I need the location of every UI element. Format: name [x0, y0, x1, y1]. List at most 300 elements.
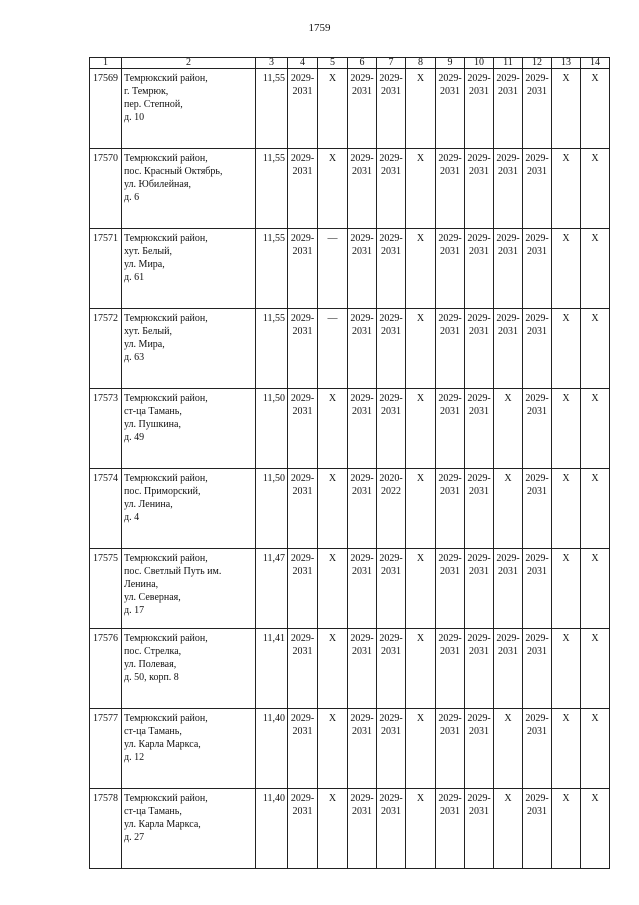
period-cell [494, 709, 523, 789]
period-cell [288, 309, 318, 389]
cell-text: 2031 [498, 86, 518, 97]
cell-text: 2029- [290, 153, 315, 164]
cell-text: 2031 [381, 806, 401, 817]
period-cell [523, 309, 552, 389]
cell-text: 2029- [290, 793, 315, 804]
column-header: 9 [436, 58, 465, 69]
cell-text: X [591, 553, 599, 564]
value-cell: 11,40 [256, 709, 288, 789]
cell-text: 2031 [381, 726, 401, 737]
value-cell: 11,50 [256, 469, 288, 549]
cell-text: 2031 [440, 326, 460, 337]
period-cell [465, 469, 494, 549]
cell-text: X [416, 393, 425, 404]
header-row [90, 58, 610, 69]
value-cell: 11,55 [256, 149, 288, 229]
cell-text: 2029- [350, 233, 374, 244]
column-header: 6 [348, 58, 377, 69]
cell-text: 2029- [379, 393, 403, 404]
period-cell [523, 389, 552, 469]
cell-text: 2031 [381, 166, 401, 177]
cell-text: 2029- [438, 553, 462, 564]
period-cell [377, 789, 406, 869]
cell-text: X [504, 473, 512, 484]
period-cell [494, 389, 523, 469]
table-row [90, 629, 610, 709]
address-line: ст-ца Тамань, [124, 806, 182, 817]
period-cell [377, 149, 406, 229]
cell-text: 2029- [467, 793, 491, 804]
cell-text: X [562, 793, 570, 804]
value-cell: 11,55 [256, 309, 288, 389]
period-cell [436, 389, 465, 469]
period-cell [318, 549, 348, 629]
period-cell [581, 229, 610, 309]
address-line: ул. Карла Маркса, [124, 819, 201, 830]
record-number: 17570 [90, 149, 122, 229]
cell-text: X [416, 633, 425, 644]
table-row [90, 709, 610, 789]
address-line: д. 6 [124, 192, 140, 203]
period-cell [406, 629, 436, 709]
period-cell [465, 629, 494, 709]
address-line: ул. Пушкина, [124, 419, 181, 430]
cell-text: 2031 [469, 246, 489, 257]
address-line: ул. Юбилейная, [124, 179, 191, 190]
period-cell [552, 549, 581, 629]
address-line: Темрюкский район, [124, 633, 208, 644]
period-cell [436, 309, 465, 389]
cell-text: 2031 [292, 246, 313, 257]
cell-text: 2031 [527, 406, 547, 417]
period-cell [494, 549, 523, 629]
period-cell [494, 149, 523, 229]
address-cell [122, 69, 256, 149]
period-cell [465, 549, 494, 629]
period-cell [581, 69, 610, 149]
cell-text: X [328, 713, 337, 724]
cell-text: 2031 [292, 806, 313, 817]
cell-text: 2031 [352, 406, 372, 417]
cell-text: 2031 [292, 86, 313, 97]
column-header: 8 [406, 58, 436, 69]
cell-text: 2031 [469, 166, 489, 177]
cell-text: X [562, 73, 570, 84]
address-line: ул. Мира, [124, 339, 165, 350]
cell-text: 2031 [498, 166, 518, 177]
period-cell [494, 469, 523, 549]
period-cell [465, 149, 494, 229]
address-line: Темрюкский район, [124, 393, 208, 404]
cell-text: 2029- [438, 393, 462, 404]
column-header: 11 [494, 58, 523, 69]
address-line: ул. Карла Маркса, [124, 739, 201, 750]
cell-text: 2031 [352, 726, 372, 737]
cell-text: 2029- [525, 793, 549, 804]
cell-text: 2031 [352, 86, 372, 97]
cell-text: 2029- [496, 633, 520, 644]
cell-text: X [416, 313, 425, 324]
cell-text: X [591, 713, 599, 724]
period-cell [406, 149, 436, 229]
value-cell: 11,50 [256, 389, 288, 469]
cell-text: 2029- [350, 553, 374, 564]
cell-text: X [591, 313, 599, 324]
cell-text: X [328, 73, 337, 84]
period-cell [465, 69, 494, 149]
cell-text: 2031 [352, 246, 372, 257]
cell-text: 2031 [498, 326, 518, 337]
address-line: Темрюкский район, [124, 313, 208, 324]
cell-text: 2031 [352, 486, 372, 497]
cell-text: 2031 [440, 726, 460, 737]
cell-text: 2029- [290, 233, 315, 244]
cell-text: X [416, 713, 425, 724]
cell-text: 2031 [440, 486, 460, 497]
cell-text: 2029- [525, 73, 549, 84]
value-cell: 11,55 [256, 229, 288, 309]
cell-text: X [416, 793, 425, 804]
cell-text: 2029- [290, 73, 315, 84]
period-cell [348, 629, 377, 709]
cell-text: X [416, 153, 425, 164]
cell-text: 2031 [381, 646, 401, 657]
period-cell [318, 229, 348, 309]
cell-text: 2022 [381, 486, 401, 497]
period-cell [523, 229, 552, 309]
cell-text: 2031 [381, 406, 401, 417]
cell-text: 2029- [438, 713, 462, 724]
column-header: 3 [256, 58, 288, 69]
address-line: хут. Белый, [124, 326, 172, 337]
cell-text: X [591, 393, 599, 404]
period-cell [406, 469, 436, 549]
cell-text: 2029- [438, 233, 462, 244]
cell-text: 2029- [525, 713, 549, 724]
column-header: 12 [523, 58, 552, 69]
value-cell: 11,41 [256, 629, 288, 709]
address-line: д. 49 [124, 432, 145, 443]
period-cell [318, 469, 348, 549]
period-cell [581, 469, 610, 549]
cell-text: 2029- [290, 713, 315, 724]
address-cell [122, 709, 256, 789]
cell-text: 2029- [350, 473, 374, 484]
cell-text: 2031 [527, 566, 547, 577]
cell-text: X [504, 793, 512, 804]
period-cell [581, 709, 610, 789]
period-cell [348, 709, 377, 789]
period-cell [288, 549, 318, 629]
period-cell [523, 629, 552, 709]
cell-text: 2029- [379, 793, 403, 804]
column-header: 2 [122, 58, 256, 69]
address-line: д. 27 [124, 832, 145, 843]
address-line: Темрюкский район, [124, 153, 208, 164]
cell-text: 2031 [292, 326, 313, 337]
period-cell [288, 389, 318, 469]
table-row [90, 309, 610, 389]
period-cell [494, 229, 523, 309]
period-cell [581, 389, 610, 469]
period-cell [523, 789, 552, 869]
cell-text: X [416, 73, 425, 84]
period-cell [523, 469, 552, 549]
cell-text: 2029- [496, 313, 520, 324]
cell-text: X [328, 153, 337, 164]
value-cell: 11,40 [256, 789, 288, 869]
address-line: пос. Приморский, [124, 486, 201, 497]
cell-text: 2029- [350, 793, 374, 804]
period-cell [436, 469, 465, 549]
period-cell [436, 709, 465, 789]
period-cell [552, 229, 581, 309]
period-cell [318, 629, 348, 709]
cell-text: X [591, 633, 599, 644]
cell-text: 2029- [290, 393, 315, 404]
cell-text: 2031 [352, 566, 372, 577]
cell-text: X [562, 153, 570, 164]
cell-text: 2020- [379, 473, 403, 484]
cell-text: 2031 [469, 486, 489, 497]
cell-text: 2031 [440, 406, 460, 417]
period-cell [465, 229, 494, 309]
cell-text: 2029- [467, 153, 491, 164]
record-number: 17573 [90, 389, 122, 469]
cell-text: 2031 [469, 646, 489, 657]
address-line: пос. Стрелка, [124, 646, 182, 657]
period-cell [377, 389, 406, 469]
period-cell [348, 549, 377, 629]
cell-text: 2031 [469, 406, 489, 417]
period-cell [406, 709, 436, 789]
cell-text: 2029- [525, 153, 549, 164]
cell-text: 2029- [525, 553, 549, 564]
period-cell [348, 309, 377, 389]
address-cell [122, 549, 256, 629]
address-cell [122, 309, 256, 389]
cell-text: 2029- [290, 633, 315, 644]
cell-text: 2029- [438, 793, 462, 804]
cell-text: X [416, 233, 425, 244]
record-number: 17569 [90, 69, 122, 149]
cell-text: 2029- [438, 633, 462, 644]
cell-text: X [562, 713, 570, 724]
cell-text: 2031 [469, 86, 489, 97]
period-cell [406, 789, 436, 869]
cell-text: X [416, 473, 425, 484]
cell-text: 2029- [290, 313, 315, 324]
period-cell [436, 69, 465, 149]
cell-text: 2031 [381, 246, 401, 257]
period-cell [436, 549, 465, 629]
cell-text: 2031 [527, 486, 547, 497]
period-cell [406, 69, 436, 149]
column-header: 1 [90, 58, 122, 69]
cell-text: 2031 [527, 726, 547, 737]
cell-text: 2029- [350, 633, 374, 644]
address-line: Темрюкский район, [124, 793, 208, 804]
cell-text: 2031 [292, 406, 313, 417]
period-cell [494, 629, 523, 709]
address-line: пер. Степной, [124, 99, 183, 110]
address-line: д. 17 [124, 605, 145, 616]
address-line: ул. Ленина, [124, 499, 173, 510]
record-number: 17576 [90, 629, 122, 709]
period-cell [318, 389, 348, 469]
address-cell [122, 229, 256, 309]
address-cell [122, 469, 256, 549]
address-cell [122, 389, 256, 469]
period-cell [318, 309, 348, 389]
cell-text: 2031 [292, 566, 313, 577]
cell-text: 2029- [467, 313, 491, 324]
cell-text: 2031 [527, 646, 547, 657]
period-cell [465, 789, 494, 869]
cell-text: 2031 [469, 806, 489, 817]
cell-text: 2031 [352, 326, 372, 337]
table-row [90, 789, 610, 869]
period-cell [581, 309, 610, 389]
period-cell [581, 149, 610, 229]
period-cell [552, 69, 581, 149]
cell-text: 2031 [352, 646, 372, 657]
cell-text: 2031 [292, 726, 313, 737]
address-line: д. 63 [124, 352, 145, 363]
period-cell [436, 629, 465, 709]
period-cell [348, 69, 377, 149]
cell-text: 2029- [467, 633, 491, 644]
cell-text: 2029- [438, 153, 462, 164]
period-cell [465, 709, 494, 789]
table-row [90, 149, 610, 229]
period-cell [552, 629, 581, 709]
period-cell [288, 229, 318, 309]
cell-text: 2031 [292, 486, 313, 497]
cell-text: 2031 [527, 86, 547, 97]
cell-text: 2031 [381, 566, 401, 577]
column-header: 14 [581, 58, 610, 69]
cell-text: 2029- [379, 553, 403, 564]
period-cell [377, 549, 406, 629]
cell-text: X [562, 473, 570, 484]
cell-text: X [562, 233, 570, 244]
period-cell [348, 469, 377, 549]
column-header: 10 [465, 58, 494, 69]
period-cell [465, 309, 494, 389]
period-cell [552, 709, 581, 789]
period-cell [406, 549, 436, 629]
cell-text: 2029- [350, 153, 374, 164]
cell-text: 2031 [440, 566, 460, 577]
period-cell [494, 309, 523, 389]
cell-text: 2031 [469, 726, 489, 737]
cell-text: X [591, 233, 599, 244]
cell-text: 2029- [438, 313, 462, 324]
cell-text: 2029- [467, 713, 491, 724]
cell-text: 2031 [352, 166, 372, 177]
cell-text: 2029- [496, 553, 520, 564]
cell-text: X [328, 473, 337, 484]
cell-text: X [328, 793, 337, 804]
address-line: пос. Светлый Путь им. [124, 566, 222, 577]
period-cell [523, 149, 552, 229]
cell-text: 2029- [379, 313, 403, 324]
cell-text: 2031 [527, 166, 547, 177]
table-row [90, 469, 610, 549]
cell-text: 2029- [496, 153, 520, 164]
period-cell [406, 389, 436, 469]
cell-text: 2029- [467, 473, 491, 484]
period-cell [348, 789, 377, 869]
period-cell [552, 469, 581, 549]
period-cell [288, 69, 318, 149]
register-table [89, 57, 610, 869]
column-header: 7 [377, 58, 406, 69]
period-cell [581, 789, 610, 869]
column-header: 5 [318, 58, 348, 69]
cell-text: 2029- [467, 553, 491, 564]
cell-text: 2029- [525, 313, 549, 324]
record-number: 17575 [90, 549, 122, 629]
address-line: ул. Мира, [124, 259, 165, 270]
cell-text: X [328, 633, 337, 644]
address-cell [122, 629, 256, 709]
record-number: 17577 [90, 709, 122, 789]
period-cell [406, 229, 436, 309]
cell-text: 2029- [525, 393, 549, 404]
cell-text: X [504, 393, 512, 404]
period-cell [288, 469, 318, 549]
cell-text: X [591, 153, 599, 164]
period-cell [523, 69, 552, 149]
cell-text: 2029- [379, 153, 403, 164]
cell-text: 2031 [527, 326, 547, 337]
cell-text: 2029- [467, 393, 491, 404]
record-number: 17578 [90, 789, 122, 869]
address-cell [122, 149, 256, 229]
page-number: 1759 [308, 22, 331, 34]
address-line: Ленина, [124, 579, 159, 590]
period-cell [377, 229, 406, 309]
period-cell [436, 149, 465, 229]
period-cell [377, 709, 406, 789]
table-row [90, 69, 610, 149]
value-cell: 11,55 [256, 69, 288, 149]
cell-text: 2029- [525, 473, 549, 484]
period-cell [288, 789, 318, 869]
cell-text: — [327, 233, 338, 244]
value-cell: 11,47 [256, 549, 288, 629]
period-cell [377, 69, 406, 149]
period-cell [494, 69, 523, 149]
address-cell [122, 789, 256, 869]
cell-text: 2029- [525, 633, 549, 644]
table-row [90, 229, 610, 309]
cell-text: 2029- [379, 73, 403, 84]
period-cell [406, 309, 436, 389]
cell-text: 2031 [527, 806, 547, 817]
address-line: Темрюкский район, [124, 233, 208, 244]
cell-text: 2029- [290, 553, 315, 564]
cell-text: 2029- [379, 233, 403, 244]
cell-text: 2031 [498, 646, 518, 657]
cell-text: 2029- [467, 73, 491, 84]
cell-text: X [591, 793, 599, 804]
address-line: ул. Полевая, [124, 659, 177, 670]
cell-text: 2031 [498, 246, 518, 257]
cell-text: 2029- [467, 233, 491, 244]
